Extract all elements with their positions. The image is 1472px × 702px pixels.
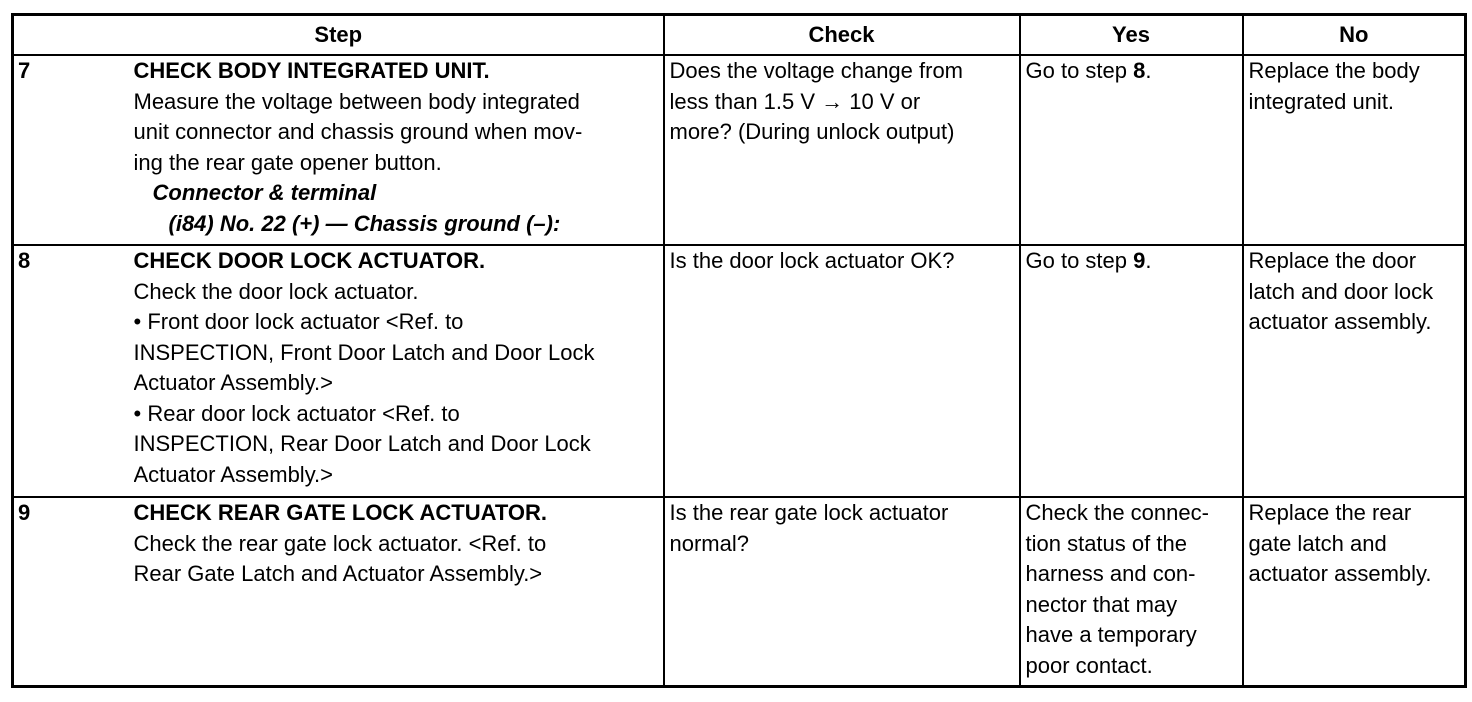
step-text: INSPECTION, Rear Door Latch and Door Lock — [133, 431, 591, 456]
step-cell — [134, 497, 664, 687]
yes-text: Go to step — [1025, 248, 1134, 273]
step-cell — [134, 55, 664, 245]
no-text: latch and door lock — [1248, 278, 1434, 304]
no-text: actuator assembly. — [1248, 561, 1432, 586]
bullet-item: • Front door lock actuator <Ref. to — [133, 309, 464, 334]
no-cell — [1243, 245, 1466, 497]
no-text: gate latch and — [1248, 530, 1387, 556]
header-step: Step — [13, 15, 664, 56]
step-number: 9 — [13, 497, 134, 687]
yes-cell — [1020, 245, 1243, 497]
connector-heading: Connector & terminal — [152, 180, 377, 205]
diagnostic-table — [11, 13, 1467, 688]
step-text: Rear Gate Latch and Actuator Assembly.> — [133, 561, 543, 586]
yes-text: Check the connec- — [1025, 500, 1209, 525]
check-text: normal? — [669, 530, 749, 556]
step-text: Check the door lock actuator. — [133, 278, 419, 304]
check-cell — [664, 497, 1020, 687]
table-row — [13, 497, 1466, 687]
check-cell — [664, 245, 1020, 497]
header-yes: Yes — [1020, 15, 1243, 56]
step-text: ing the rear gate opener button. — [133, 149, 442, 175]
yes-text: poor contact. — [1025, 652, 1153, 678]
yes-step-link: 8 — [1133, 58, 1146, 83]
no-cell — [1243, 497, 1466, 687]
no-text: integrated unit. — [1248, 88, 1395, 114]
connector-detail: (i84) No. 22 (+) — Chassis ground (–): — [168, 210, 561, 236]
step-text: Actuator Assembly.> — [133, 461, 334, 487]
no-cell — [1243, 55, 1466, 245]
check-cell — [664, 55, 1020, 245]
header-row — [13, 15, 1466, 56]
table-row — [13, 55, 1466, 245]
step-text: Measure the voltage between body integrated — [133, 88, 580, 114]
step-number: 8 — [13, 245, 134, 497]
step-text: unit connector and chassis ground when mov- — [133, 119, 583, 144]
step-title: CHECK BODY INTEGRATED UNIT. — [133, 58, 490, 83]
no-text: Replace the door — [1248, 248, 1417, 273]
no-text: Replace the rear — [1248, 500, 1412, 525]
no-text: actuator assembly. — [1248, 309, 1432, 334]
check-text: Is the rear gate lock actuator — [669, 500, 949, 525]
yes-cell — [1020, 497, 1243, 687]
yes-text: tion status of the — [1025, 530, 1187, 556]
step-title: CHECK DOOR LOCK ACTUATOR. — [133, 248, 486, 273]
step-number: 7 — [13, 55, 134, 245]
yes-suffix: . — [1145, 58, 1152, 83]
step-text: INSPECTION, Front Door Latch and Door Lock — [133, 339, 595, 365]
yes-step-link: 9 — [1133, 248, 1146, 273]
header-no: No — [1243, 15, 1466, 56]
yes-text: have a temporary — [1025, 622, 1197, 647]
no-text: Replace the body — [1248, 58, 1420, 83]
step-text: Check the rear gate lock actuator. <Ref. to — [133, 530, 547, 556]
check-text: less than 1.5 V → 10 V or — [669, 88, 921, 114]
step-text: Actuator Assembly.> — [133, 370, 334, 395]
check-text: more? (During unlock output) — [669, 119, 955, 144]
yes-text: harness and con- — [1025, 561, 1196, 586]
check-text: Is the door lock actuator OK? — [669, 248, 955, 273]
bullet-item: • Rear door lock actuator <Ref. to — [133, 400, 460, 426]
yes-suffix: . — [1145, 248, 1152, 273]
header-check: Check — [664, 15, 1020, 56]
yes-cell — [1020, 55, 1243, 245]
yes-text: Go to step — [1025, 58, 1134, 83]
yes-text: nector that may — [1025, 591, 1178, 617]
step-cell — [134, 245, 664, 497]
check-text: Does the voltage change from — [669, 58, 964, 83]
table-row — [13, 245, 1466, 497]
step-title: CHECK REAR GATE LOCK ACTUATOR. — [133, 500, 548, 525]
